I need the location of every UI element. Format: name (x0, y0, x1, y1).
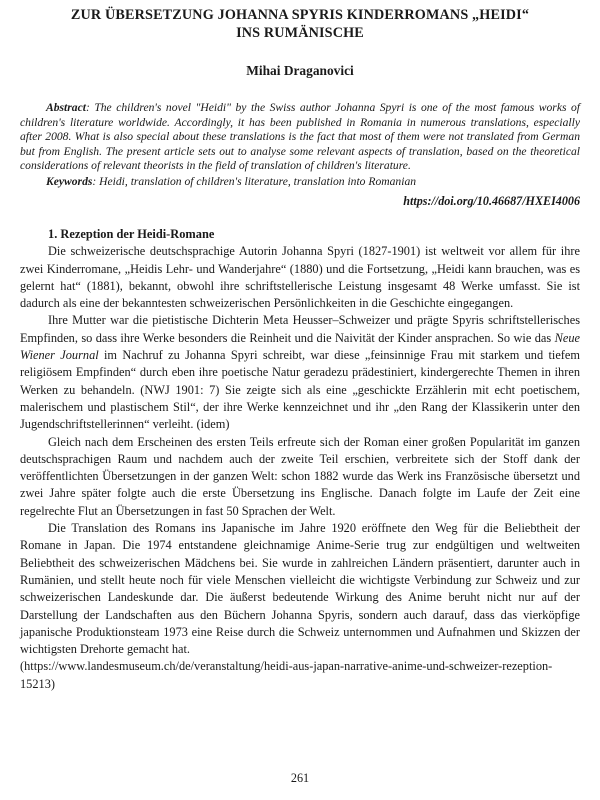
paragraph-2-part-1: Ihre Mutter war die pietistische Dichterin Meta Heusser–Schweizer und prägte Spyris schriftstellerisches Empfinden, so dass ihre Werke besonders die Reinheit und die Naivität der Kinder ansprachen. So wie das (20, 313, 580, 345)
paragraph-3: Gleich nach dem Erscheinen des ersten Teils erfreute sich der Roman einer großen Popularität im ganzen deutschsprachigen Raum und nachdem auch der zweite Teil erschien, verbreitete sich der Stoff dank der veröffentlichten Übersetzungen in der ganzen Welt: schon 1882 wurde das Werk ins Französische übersetzt und zwei Jahre später folgte auch die erste Übersetzung ins Englische. Danach folgte im Laufe der Zeit eine regelrechte Flut an Übersetzungen in fast 50 Sprachen der Welt. (20, 434, 580, 518)
keywords-paragraph (20, 175, 580, 190)
abstract-paragraph (20, 101, 580, 174)
paragraph-4-source-url[interactable]: (https://www.landesmuseum.ch/de/veranstaltung/heidi-aus-japan-narrative-anime-und-schweizer-rezeption-15213) (20, 659, 553, 691)
paragraph-4: Die Translation des Romans ins Japanische im Jahre 1920 eröffnete den Weg für die Beliebtheit der Romane in Japan. Die 1974 entstandene gleichnamige Anime-Serie trug zur endgültigen und weltweiten Beliebtheit des schweizerischen Mädchens bei. Sie wurde in zahlreichen Ländern präsentiert, darunter auch in Rumänien, und stellt heute noch für viele Menschen vielleicht die wichtigste Verbindung zur Schweiz und zur schweizerischen Landeskunde dar. Die äußerst bedeutende Wirkung des Anime beruht nicht nur auf der Darstellung der Landschaften aus den Büchern Johanna Spyris, sondern auch darauf, dass das vierköpfige japanische Produktionsteam 1973 eine Reise durch die Schweiz unternommen und Aufnahmen und Skizzen der wichtigsten Drehorte gemacht hat. (20, 521, 580, 657)
title-line-1: ZUR ÜBERSETZUNG JOHANNA SPYRIS KINDERROMANS „HEIDI“ (70, 7, 530, 23)
section-heading-rezeption: 1. Rezeption der Heidi-Romane (48, 227, 215, 242)
abstract-label: Abstract (46, 101, 86, 114)
paragraph-2-part-2: im Nachruf zu Johanna Spyri schreibt, war diese „feinsinnige Frau mit starkem und tiefem religiösem Empfinden“ durch eben ihre poetische Natur geradezu prädestiniert, kindergerechte Themen in ihren Werken zu behandeln. (NWJ 1901: 7) Sie zeigte sich als eine „geschickte Erzählerin mit echt poetischem, malerischem und plastischem Stil“, der ihre Werke kennzeichnet und ihr „den Rang der Klassikerin unter den Jugendschriftstellerinnen“ verleiht. (idem) (20, 348, 581, 432)
journal-title-italic: Neue Wiener Journal (20, 330, 580, 363)
page-number: 261 (290, 771, 310, 785)
abstract-text: : The children's novel "Heidi" by the Swiss author Johanna Spyri is one of the most famous works of children's literature worldwide. Accordingly, it has been published in Romania in numerous translations, especially after 2008. What is also special about these translations is the fact that most of them were not translated from German but from English. The present article sets out to analyse some relevant aspects of translation, based on the theoretical considerations of relevant theorists in the field of translation of children's literature. (20, 101, 580, 173)
page-title (20, 6, 580, 42)
paragraph-1: Die schweizerische deutschsprachige Autorin Johanna Spyri (1827-1901) ist weltweit vor allem für ihre zwei Kinderromane, „Heidis Lehr- und Wanderjahre“ (1880) und die Fortsetzung, „Heidi kann brauchen, was es gelernt hat“ (1881), bekannt, obwohl ihre schriftstellerische Leistung insgesamt 48 Werke umfasst. Sie ist dadurch als eine der bekanntesten schweizerischen Persönlichkeiten in die Geschichte eingegangen. (20, 244, 580, 311)
author-name: Mihai Draganovici (246, 63, 354, 78)
doi-link[interactable]: https://doi.org/10.46687/HXEI4006 (403, 194, 580, 209)
keywords-text: : Heidi, translation of children's literature, translation into Romanian (92, 174, 417, 188)
keywords-label: Keywords (46, 174, 93, 188)
title-line-2: INS RUMÄNISCHE (236, 25, 364, 41)
paragraph-2 (20, 312, 580, 433)
